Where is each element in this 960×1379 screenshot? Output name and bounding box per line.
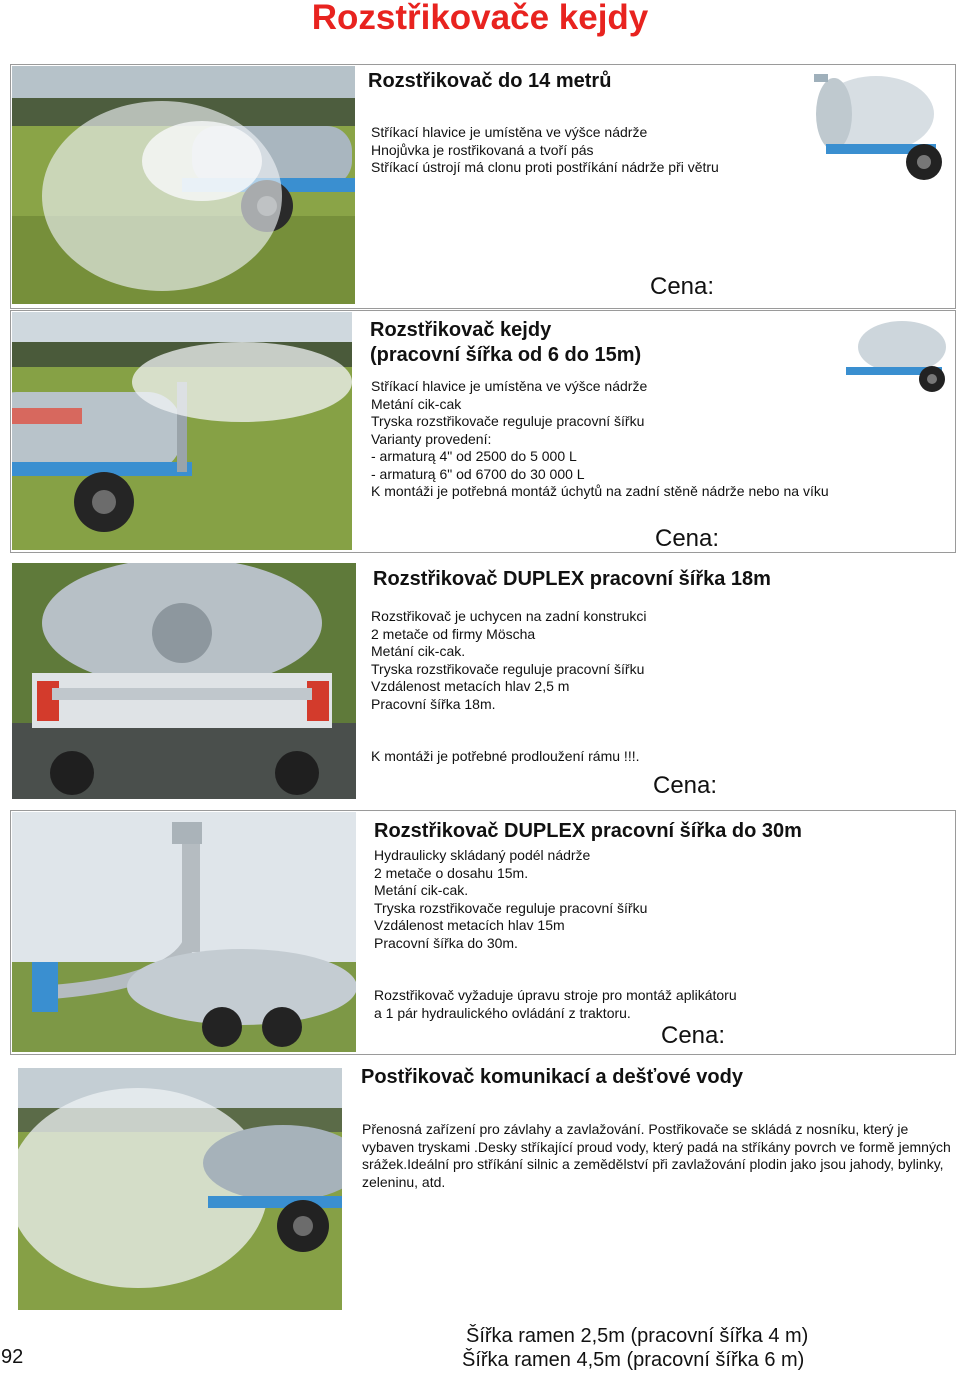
section-1-line: Stříkací hlavice je umístěna ve výšce nádrže	[371, 124, 648, 140]
section-4-line: Vzdálenost metacích hlav 15m	[374, 917, 565, 933]
section-4-note-line: Rozstřikovač vyžaduje úpravu stroje pro montáž aplikátoru	[374, 987, 737, 1003]
section-4-line: Pracovní šířka do 30m.	[374, 934, 518, 951]
section-3-description	[371, 608, 646, 713]
section-3-line: Rozstřikovač je uchycen na zadní konstrukci	[371, 608, 647, 624]
section-2-line: Tryska rozstřikovače reguluje pracovní šířku	[371, 413, 645, 429]
footer-line-1: Šířka ramen 2,5m (pracovní šířka 4 m)	[466, 1325, 809, 1347]
section-4-price-label: Cena:	[661, 1022, 726, 1049]
section-5-description: Přenosná zařízení pro závlahy a zavlažování. Postřikovače se skládá z nosníku, který je vybaven tryskami .Desky stříkající proud vody, který padá na stříkány povrch ve formě jemných srážek.Ideální pro stříkání silnic a zemědělství při zavlažování plodin jako jsou jahody, bylinky, zeleninu, atd.	[362, 1121, 951, 1190]
footer-line-2: Šířka ramen 4,5m (pracovní šířka 6 m)	[462, 1349, 805, 1371]
section-3-line: Metání cik-cak.	[371, 643, 466, 659]
section-1-description	[371, 124, 719, 177]
section-2-line: K montáži je potřebná montáž úchytů na zadní stěně nádrže nebo na víku	[371, 483, 829, 499]
section-3-line: Tryska rozstřikovače reguluje pracovní šířku	[371, 660, 645, 677]
page-title: Rozstřikovače kejdy	[311, 0, 649, 37]
section-1-price-label: Cena:	[650, 273, 715, 300]
section-4-note-line: a 1 pár hydraulického ovládání z traktoru.	[374, 1004, 631, 1021]
section-2-title-line1: Rozstřikovač kejdy	[370, 319, 552, 341]
section-3-photo	[12, 563, 356, 799]
section-2-line: Metání cik-cak	[371, 395, 462, 412]
section-2-photo	[12, 312, 352, 550]
page-number: 92	[1, 1346, 24, 1368]
section-2-thumbnail	[840, 315, 952, 397]
section-2-title-line2: (pracovní šířka od 6 do 15m)	[370, 344, 642, 366]
section-1-line: Hnojůvka je rostřikovaná a tvoří pás	[371, 141, 594, 158]
section-1-line: Stříkací ústrojí má clonu proti postříkání nádrže při větru	[371, 159, 719, 175]
section-4-photo	[12, 812, 356, 1052]
section-5-photo	[18, 1068, 342, 1310]
section-2-description	[371, 378, 829, 501]
section-1-photo	[12, 66, 355, 304]
section-2-line: Varianty provedení:	[371, 430, 492, 447]
section-3-note: K montáži je potřebné prodloužení rámu !!!.	[371, 748, 640, 764]
section-2-price-label: Cena:	[655, 525, 720, 552]
section-4-line: Metání cik-cak.	[374, 882, 469, 898]
section-4-line: 2 metače o dosahu 15m.	[374, 864, 529, 881]
section-3-line: 2 metače od firmy Möscha	[371, 625, 536, 642]
section-4-description	[374, 847, 647, 952]
section-3-title: Rozstřikovač DUPLEX pracovní šířka 18m	[373, 568, 771, 590]
section-3-price-label: Cena:	[653, 772, 718, 799]
section-3-line: Vzdálenost metacích hlav 2,5 m	[371, 678, 570, 694]
section-1-title: Rozstřikovač do 14 metrů	[368, 70, 612, 92]
section-5-title: Postřikovač komunikací a dešťové vody	[361, 1066, 743, 1088]
section-4-title: Rozstřikovač DUPLEX pracovní šířka do 30m	[374, 820, 802, 842]
section-4-line: Tryska rozstřikovače reguluje pracovní šířku	[374, 899, 648, 916]
section-2-line: Stříkací hlavice je umístěna ve výšce nádrže	[371, 378, 648, 394]
section-2-line: - armaturą 4" od 2500 do 5 000 L	[371, 448, 577, 464]
section-4-note	[374, 987, 737, 1022]
section-3-line: Pracovní šířka 18m.	[371, 695, 496, 712]
section-1-thumbnail	[806, 66, 954, 186]
section-4-line: Hydraulicky skládaný podél nádrže	[374, 847, 591, 863]
section-2-line: - armaturą 6" od 6700 do 30 000 L	[371, 465, 585, 482]
